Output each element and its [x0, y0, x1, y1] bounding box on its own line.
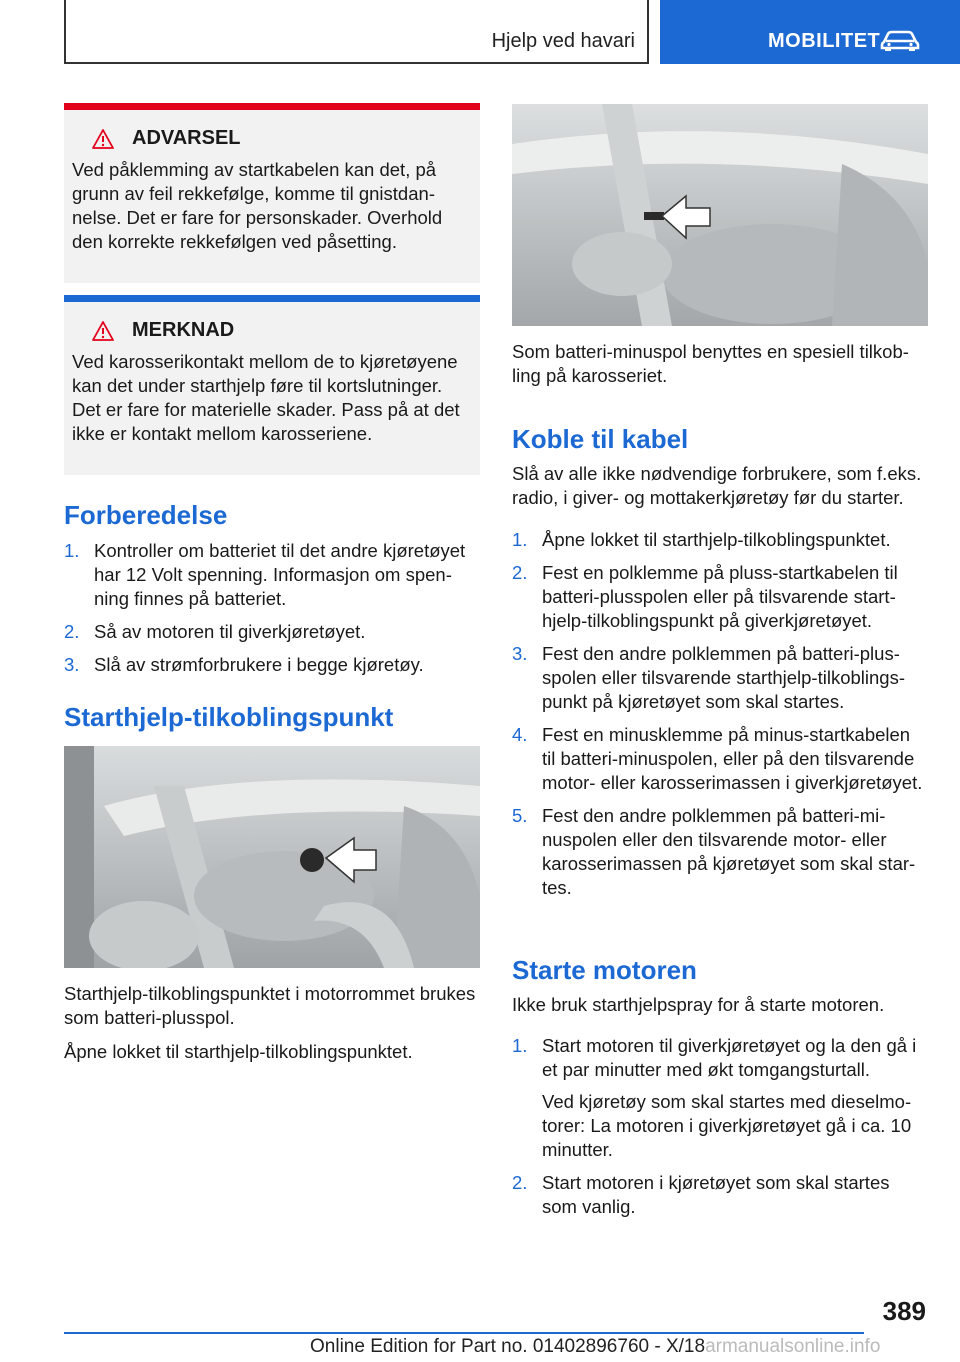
- list-item: 1. Start motoren til giverkjøretøyet og la den gå i et par minutter med økt tomgangsturtall. Ved kjøretøy som skal startes med dieselmotorer: La motoren i giverkjøretøyet gå i ca. 10 minutter.: [512, 1034, 928, 1162]
- right-photo-caption: Som batteri-minuspol benyttes en spesiell tilkobling på karosseriet.: [512, 341, 909, 386]
- jump-text: Åpne lokket til starthjelp-tilkoblingspunktet.: [64, 1041, 413, 1062]
- jump-heading: Starthjelp-tilkoblingspunkt: [64, 702, 394, 732]
- list-item-note: Ved kjøretøy som skal startes med dieselmotorer: La motoren i giverkjøretøyet gå i ca. 10 minutter.: [542, 1091, 912, 1160]
- list-item: 1. Kontroller om batteriet til det andre kjøretøyet har 12 Volt spenning. Informasjon om spenning finnes på batteriet.: [64, 540, 466, 609]
- header-section-box: [64, 0, 649, 64]
- list-item: 1. Åpne lokket til starthjelp-tilkoblingspunktet.: [512, 529, 891, 550]
- notice-title: MERKNAD: [132, 319, 235, 341]
- notice-text: Ved karosserikontakt mellom de to kjøretøyene kan det under starthjelp føre til kortslutninger. Det er fare for materielle skader. Pass på at det ikke er kontakt mellom karosseriene.: [72, 351, 460, 444]
- engine-photo-right: [512, 104, 928, 326]
- warning-text: Ved påklemming av startkabelen kan det, på grunn av feil rekkefølge, komme til gnistdannelse. Det er fare for personskader. Overhold den korrekte rekkefølgen ved påsetting.: [72, 159, 443, 252]
- warning-triangle-icon: [92, 321, 114, 341]
- start-heading: Starte motoren: [512, 955, 697, 985]
- connect-intro: Slå av alle ikke nødvendige forbrukere, som f.eks. radio, i giver- og mottakerkjøretøy før du starter.: [512, 463, 922, 508]
- notice-bar: [64, 295, 480, 302]
- car-icon: [880, 28, 920, 52]
- start-steps: [512, 1034, 928, 1228]
- engine-photo-left: [64, 746, 480, 968]
- warning-box: [64, 103, 480, 283]
- warning-triangle-icon: [92, 129, 114, 149]
- list-item: 2. Start motoren i kjøretøyet som skal startes som vanlig.: [512, 1172, 890, 1217]
- prep-heading: Forberedelse: [64, 500, 228, 530]
- start-intro: Ikke bruk starthjelpspray for å starte motoren.: [512, 994, 885, 1015]
- jump-caption: Starthjelp-tilkoblingspunktet i motorrommet brukes som batteri-plusspol.: [64, 983, 476, 1028]
- section-title: Hjelp ved havari: [491, 30, 635, 52]
- warning-bar: [64, 103, 480, 110]
- connect-heading: Koble til kabel: [512, 424, 689, 454]
- list-item: 4. Fest en minusklemme på minus-startkabelen til batteri-minuspolen, eller på den tilsvarende motor- eller karosserimassen i giverkjøretøyet.: [512, 724, 923, 793]
- chapter-tab: [660, 0, 960, 64]
- list-item: 3. Slå av strømforbrukere i begge kjøretøy.: [64, 654, 424, 675]
- list-item: 3. Fest den andre polklemmen på batteri-plusspolen eller tilsvarende starthjelp-tilkoblingspunkt på kjøretøyet som skal startes.: [512, 643, 905, 712]
- footer-divider: [64, 1332, 864, 1334]
- list-item: 2. Så av motoren til giverkjøretøyet.: [64, 621, 366, 642]
- notice-box: [64, 295, 480, 475]
- warning-title: ADVARSEL: [132, 127, 241, 149]
- list-item: 5. Fest den andre polklemmen på batteri-minuspolen eller den tilsvarende motor- eller karosserimassen på kjøretøyet som skal startes.: [512, 805, 916, 898]
- watermark: armanualsonline.info: [705, 1336, 881, 1357]
- prep-steps: [64, 539, 480, 686]
- connect-steps: [512, 528, 928, 909]
- edition-text: Online Edition for Part no. 01402896760 - X/18armanualsonline.info: [310, 1336, 881, 1357]
- list-item: 2. Fest en polklemme på pluss-startkabelen til batteri-plusspolen eller på tilsvarende starthjelp-tilkoblingspunkt på giverkjøretøyet.: [512, 562, 898, 631]
- chapter-title: MOBILITET: [768, 30, 881, 52]
- page-number: 389: [882, 1296, 926, 1326]
